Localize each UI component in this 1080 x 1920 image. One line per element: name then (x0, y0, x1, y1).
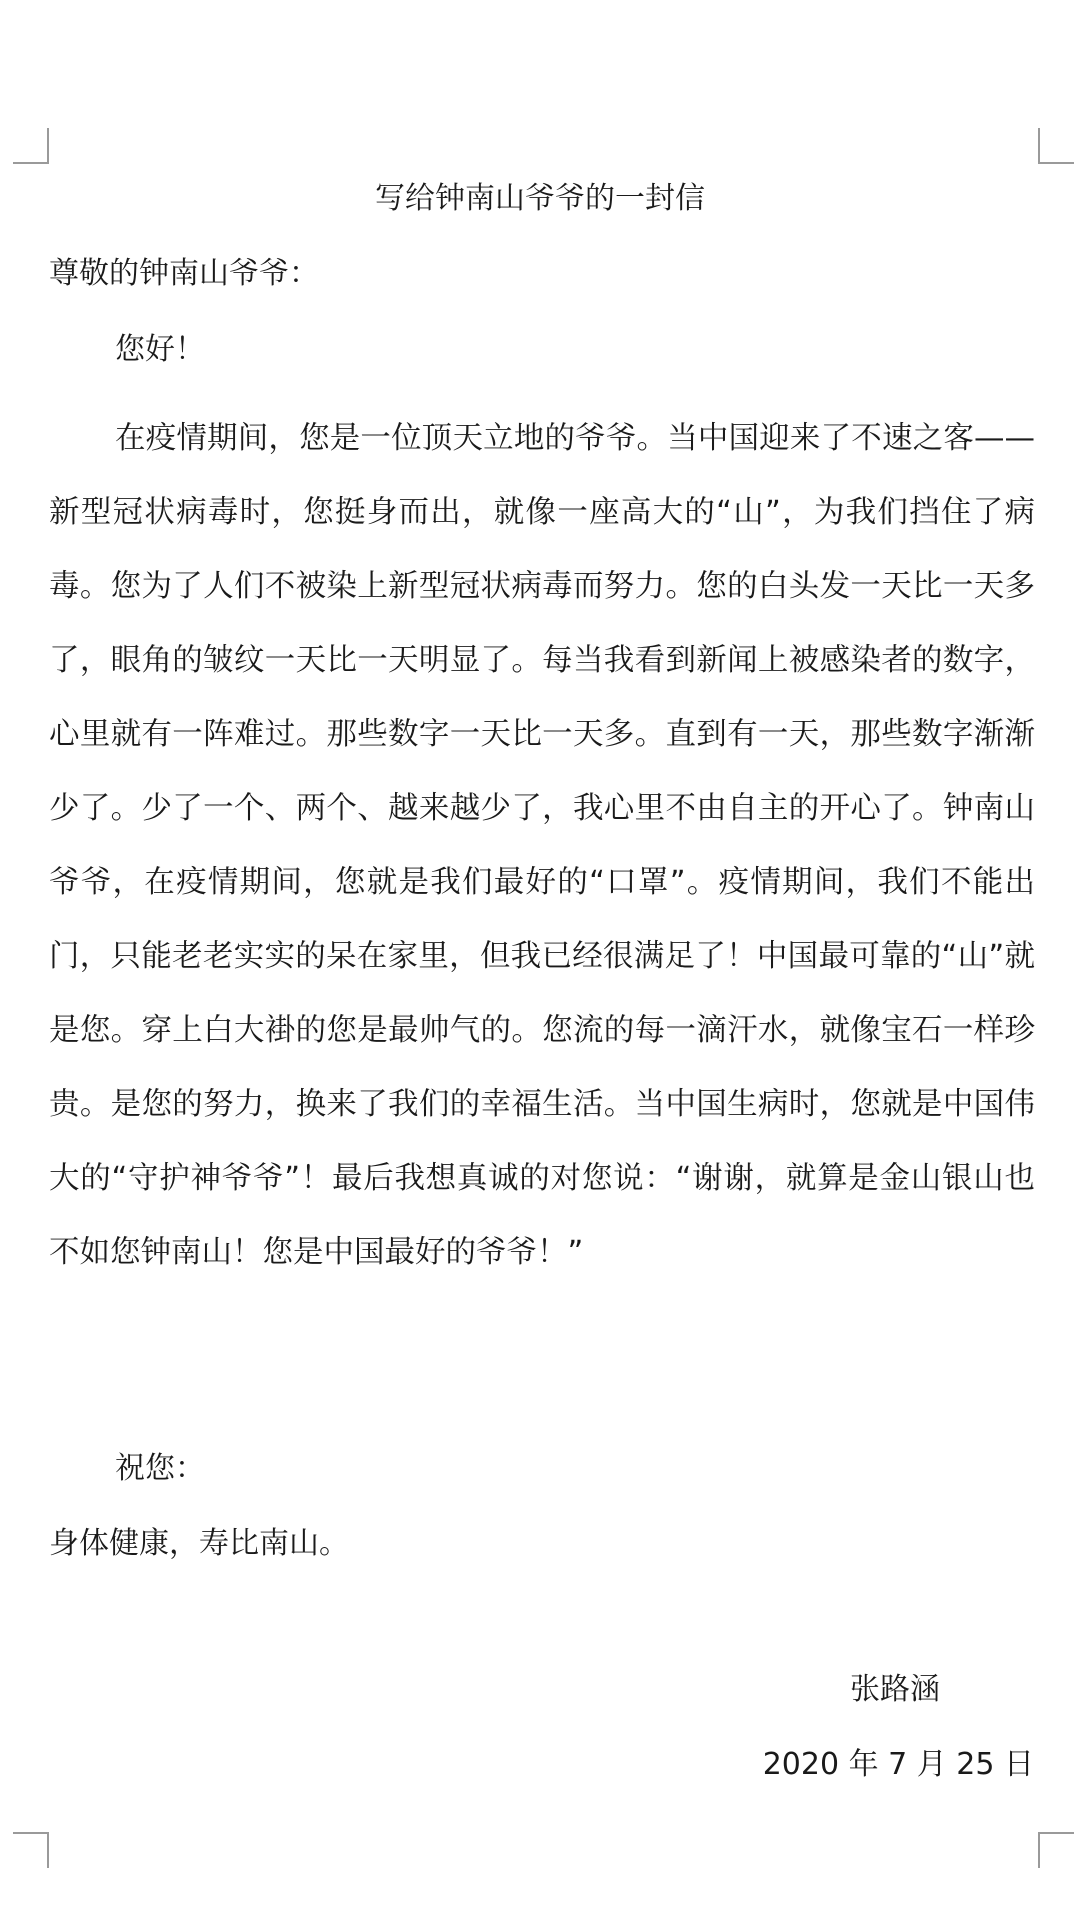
page-corner-mark-bottom-right (1038, 1832, 1074, 1868)
letter-date: 2020 年 7 月 25 日 (762, 1747, 1034, 1782)
page-corner-mark-bottom-left (13, 1832, 49, 1868)
page-corner-mark-top-left (13, 128, 49, 164)
letter-body: 在疫情期间，您是一位顶天立地的爷爷。当中国迎来了不速之客——新型冠状病毒时，您挺身而出，就像一座高大的“山”，为我们挡住了病毒。您为了人们不被染上新型冠状病毒而努力。您的白头发一天比一天多了，眼角的皱纹一天比一天明显了。每当我看到新闻上被感染者的数字，心里就有一阵难过。那些数字一天比一天多。直到有一天，那些数字渐渐少了。少了一个、两个、越来越少了，我心里不由自主的开心了。钟南山爷爷，在疫情期间，您就是我们最好的“口罩”。疫情期间，我们不能出门，只能老老实实的呆在家里，但我已经很满足了！中国最可靠的“山”就是您。穿上白大褂的您是最帅气的。您流的每一滴汗水，就像宝石一样珍贵。是您的努力，换来了我们的幸福生活。当中国生病时，您就是中国伟大的“守护神爷爷”！最后我想真诚的对您说：“谢谢，就算是金山银山也不如您钟南山！您是中国最好的爷爷！” (49, 421, 1035, 1270)
letter-greeting: 您好！ (115, 332, 205, 367)
letter-author: 张路涵 (850, 1672, 940, 1707)
letter-salutation: 尊敬的钟南山爷爷： (49, 256, 319, 291)
page-corner-mark-top-right (1038, 128, 1074, 164)
letter-title: 写给钟南山爷爷的一封信 (375, 181, 705, 216)
letter-wish: 祝您： (115, 1451, 205, 1486)
letter-wish-line: 身体健康，寿比南山。 (49, 1526, 349, 1561)
